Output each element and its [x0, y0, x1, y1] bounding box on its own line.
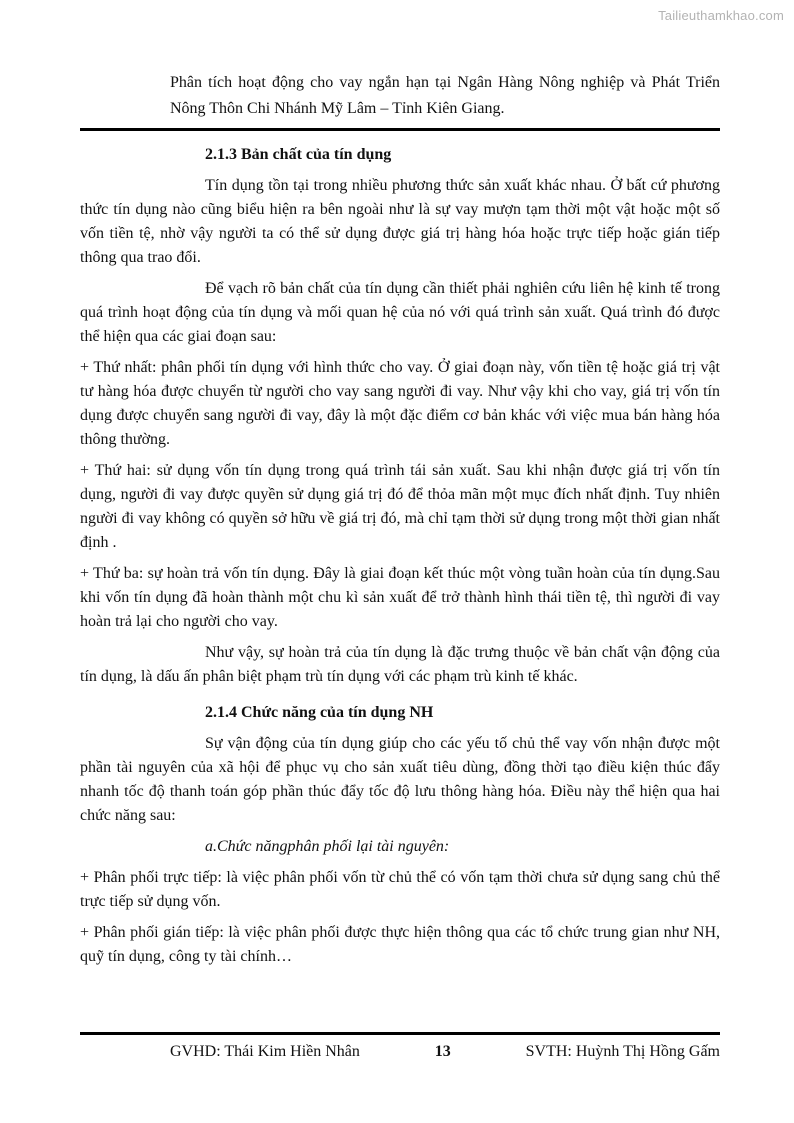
- footer-student-name: SVTH: Huỳnh Thị Hồng Gấm: [525, 1043, 720, 1060]
- paragraph-direct-distribution: + Phân phối trực tiếp: là việc phân phối vốn từ chủ thể có vốn tạm thời chưa sử dụng sang chủ thể trực tiếp sử dụng vốn.: [80, 869, 720, 910]
- section-heading-2-1-3: 2.1.3 Bản chất của tín dụng: [205, 146, 392, 163]
- paragraph-second-stage: + Thứ hai: sử dụng vốn tín dụng trong quá trình tái sản xuất. Sau khi nhận được giá trị vốn tín dụng, người đi vay được quyền sử dụng giá trị đó để thỏa mãn một mục đích nhất định. Tuy nhiên người đi vay không có quyền sở hữu về giá trị đó, mà chỉ tạm thời sử dụng trong một thời gian nhất định .: [80, 462, 720, 551]
- paragraph-first-stage: + Thứ nhất: phân phối tín dụng với hình thức cho vay. Ở giai đoạn này, vốn tiền tệ hoặc giá trị vật tư hàng hóa được chuyển từ người cho vay sang người đi vay. Như vậy khi cho vay, giá trị vốn tín dụng được chuyển sang người đi vay, đây là một đặc điểm cơ bản khác với việc mua bán hàng hóa thông thường.: [80, 359, 720, 448]
- watermark-text: Tailieuthamkhao.com: [658, 8, 784, 23]
- page-header: [80, 70, 720, 131]
- page-number: 13: [434, 1043, 451, 1060]
- running-header-title: Phân tích hoạt động cho vay ngắn hạn tại Ngân Hàng Nông nghiệp và Phát Triển Nông Thôn Chi Nhánh Mỹ Lâm – Tỉnh Kiên Giang.: [170, 74, 720, 117]
- page-content-area: [80, 70, 720, 969]
- paragraph: Để vạch rõ bản chất của tín dụng cần thiết phải nghiên cứu liên hệ kinh tế trong quá trình hoạt động của tín dụng và mối quan hệ của nó với quá trình sản xuất. Quá trình đó được thể hiện qua các giai đoạn sau:: [80, 280, 720, 345]
- paragraph: Như vậy, sự hoàn trả của tín dụng là đặc trưng thuộc về bản chất vận động của tín dụng, là dấu ấn phân biệt phạm trù tín dụng với các phạm trù kinh tế khác.: [80, 644, 720, 685]
- footer-advisor-name: GVHD: Thái Kim Hiền Nhân: [170, 1043, 360, 1060]
- paragraph-indirect-distribution: + Phân phối gián tiếp: là việc phân phối được thực hiện thông qua các tổ chức trung gian như NH, quỹ tín dụng, công ty tài chính…: [80, 924, 720, 965]
- subsection-heading-a: a.Chức năngphân phối lại tài nguyên:: [205, 838, 450, 855]
- footer-row: [80, 1041, 720, 1063]
- document-body: [80, 143, 720, 969]
- page-footer: [80, 1032, 720, 1063]
- paragraph: Sự vận động của tín dụng giúp cho các yếu tố chủ thể vay vốn nhận được một phần tài nguyên của xã hội để phục vụ cho sản xuất tiêu dùng, đồng thời tạo điều kiện thúc đẩy nhanh tốc độ thanh toán góp phần thúc đẩy tốc độ lưu thông hàng hóa. Điều này thể hiện qua hai chức năng sau:: [80, 735, 720, 824]
- paragraph: Tín dụng tồn tại trong nhiều phương thức sản xuất khác nhau. Ở bất cứ phương thức tín dụng nào cũng biểu hiện ra bên ngoài như là sự vay mượn tạm thời một vật hoặc một số vốn tiền tệ, nhờ vậy người ta có thể sử dụng được giá trị hàng hóa hoặc trực tiếp hoặc gián tiếp thông qua trao đổi.: [80, 177, 720, 266]
- paragraph-third-stage: + Thứ ba: sự hoàn trả vốn tín dụng. Đây là giai đoạn kết thúc một vòng tuần hoàn của tín dụng.Sau khi vốn tín dụng đã hoàn thành một chu kì sản xuất để trở thành hình thái tiền tệ, thì người đi vay hoàn trả lại cho người cho vay.: [80, 565, 720, 630]
- section-heading-2-1-4: 2.1.4 Chức năng của tín dụng NH: [205, 704, 434, 721]
- header-rule: [80, 128, 720, 131]
